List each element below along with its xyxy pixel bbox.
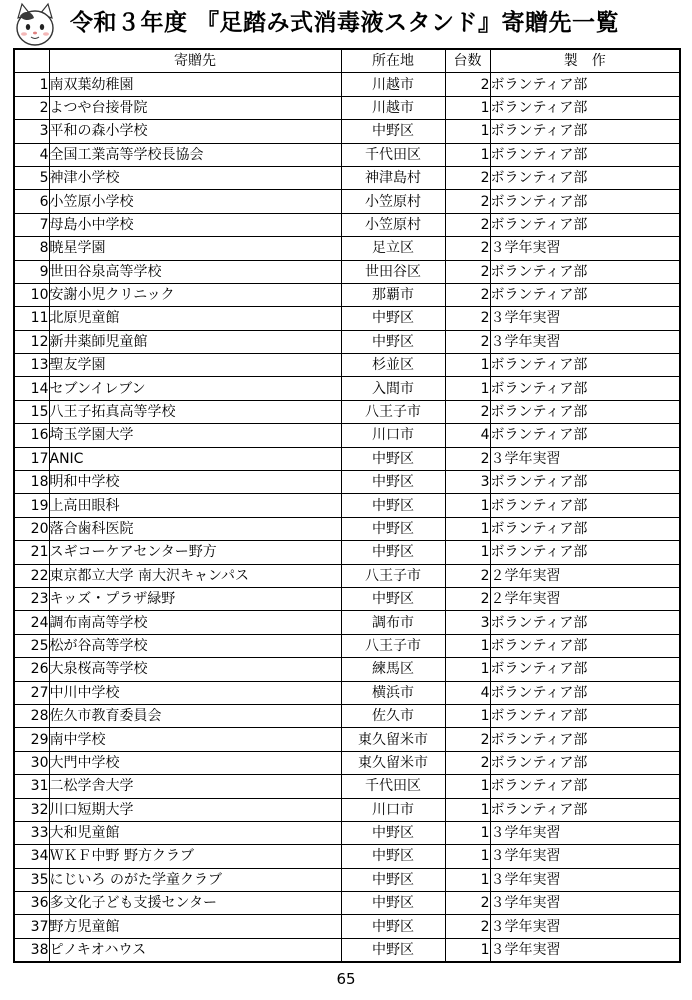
location-cell: 入間市 xyxy=(341,377,445,400)
location-cell: 世田谷区 xyxy=(341,260,445,283)
made-by-cell: ３学年実習 xyxy=(490,237,680,260)
table-row xyxy=(14,471,680,494)
made-by-cell: ボランティア部 xyxy=(490,120,680,143)
table-row xyxy=(14,868,680,891)
made-by-cell: ボランティア部 xyxy=(490,798,680,821)
recipient-cell: 大和児童館 xyxy=(49,821,341,844)
table-header-row xyxy=(14,49,680,73)
row-number: 30 xyxy=(14,751,49,774)
row-number: 7 xyxy=(14,213,49,236)
count-cell: 1 xyxy=(445,938,490,962)
location-cell: 川口市 xyxy=(341,424,445,447)
table-row xyxy=(14,190,680,213)
location-cell: 中野区 xyxy=(341,120,445,143)
recipient-cell: ＷＫＦ中野 野方クラブ xyxy=(49,845,341,868)
recipient-cell: 明和中学校 xyxy=(49,471,341,494)
count-cell: 1 xyxy=(445,658,490,681)
count-cell: 2 xyxy=(445,307,490,330)
table-row xyxy=(14,611,680,634)
count-cell: 1 xyxy=(445,821,490,844)
recipient-cell: スギコーケアセンター野方 xyxy=(49,541,341,564)
table-row xyxy=(14,260,680,283)
table-row xyxy=(14,892,680,915)
row-number: 23 xyxy=(14,587,49,610)
table-row xyxy=(14,541,680,564)
row-number: 25 xyxy=(14,634,49,657)
row-number: 10 xyxy=(14,283,49,306)
table-row xyxy=(14,728,680,751)
count-cell: 1 xyxy=(445,541,490,564)
row-number: 20 xyxy=(14,517,49,540)
table-row xyxy=(14,237,680,260)
recipient-cell: 新井薬師児童館 xyxy=(49,330,341,353)
table-row xyxy=(14,915,680,938)
table-row xyxy=(14,166,680,189)
header-recipient: 寄贈先 xyxy=(49,49,341,73)
table-row xyxy=(14,377,680,400)
recipient-cell: 落合歯科医院 xyxy=(49,517,341,540)
count-cell: 1 xyxy=(445,377,490,400)
row-number: 35 xyxy=(14,868,49,891)
table-row xyxy=(14,587,680,610)
recipient-cell: 安謝小児クリニック xyxy=(49,283,341,306)
count-cell: 2 xyxy=(445,213,490,236)
location-cell: 横浜市 xyxy=(341,681,445,704)
recipient-cell: にじいろ のがた学童クラブ xyxy=(49,868,341,891)
row-number: 4 xyxy=(14,143,49,166)
row-number: 12 xyxy=(14,330,49,353)
page-title: 令和３年度 『足踏み式消毒液スタンド』寄贈先一覧 xyxy=(70,10,620,36)
row-number: 14 xyxy=(14,377,49,400)
count-cell: 2 xyxy=(445,587,490,610)
location-cell: 調布市 xyxy=(341,611,445,634)
recipient-cell: 全国工業高等学校長協会 xyxy=(49,143,341,166)
made-by-cell: ３学年実習 xyxy=(490,868,680,891)
location-cell: 中野区 xyxy=(341,587,445,610)
recipient-cell: 大門中学校 xyxy=(49,751,341,774)
count-cell: 2 xyxy=(445,892,490,915)
table-row xyxy=(14,447,680,470)
location-cell: 杉並区 xyxy=(341,354,445,377)
location-cell: 中野区 xyxy=(341,938,445,962)
made-by-cell: ボランティア部 xyxy=(490,634,680,657)
made-by-cell: ボランティア部 xyxy=(490,517,680,540)
cat-mascot-icon xyxy=(12,2,58,48)
row-number: 16 xyxy=(14,424,49,447)
row-number: 26 xyxy=(14,658,49,681)
table-row xyxy=(14,821,680,844)
count-cell: 2 xyxy=(445,260,490,283)
location-cell: 八王子市 xyxy=(341,400,445,423)
location-cell: 八王子市 xyxy=(341,564,445,587)
count-cell: 1 xyxy=(445,634,490,657)
row-number: 18 xyxy=(14,471,49,494)
location-cell: 中野区 xyxy=(341,447,445,470)
recipient-cell: 聖友学園 xyxy=(49,354,341,377)
made-by-cell: ボランティア部 xyxy=(490,424,680,447)
recipient-cell: 神津小学校 xyxy=(49,166,341,189)
table-row xyxy=(14,120,680,143)
recipient-cell: 調布南高等学校 xyxy=(49,611,341,634)
location-cell: 川越市 xyxy=(341,73,445,96)
location-cell: 佐久市 xyxy=(341,704,445,727)
location-cell: 中野区 xyxy=(341,307,445,330)
recipient-cell: 平和の森小学校 xyxy=(49,120,341,143)
row-number: 22 xyxy=(14,564,49,587)
count-cell: 1 xyxy=(445,517,490,540)
count-cell: 3 xyxy=(445,611,490,634)
made-by-cell: ２学年実習 xyxy=(490,587,680,610)
made-by-cell: ボランティア部 xyxy=(490,190,680,213)
row-number: 6 xyxy=(14,190,49,213)
row-number: 31 xyxy=(14,775,49,798)
location-cell: 中野区 xyxy=(341,915,445,938)
row-number: 11 xyxy=(14,307,49,330)
table-row xyxy=(14,704,680,727)
recipient-cell: キッズ・プラザ緑野 xyxy=(49,587,341,610)
made-by-cell: ボランティア部 xyxy=(490,751,680,774)
made-by-cell: ボランティア部 xyxy=(490,541,680,564)
table-row xyxy=(14,96,680,119)
location-cell: 中野区 xyxy=(341,892,445,915)
recipient-cell: 二松学舎大学 xyxy=(49,775,341,798)
made-by-cell: ボランティア部 xyxy=(490,283,680,306)
recipient-cell: 佐久市教育委員会 xyxy=(49,704,341,727)
recipient-cell: 南双葉幼稚園 xyxy=(49,73,341,96)
row-number: 3 xyxy=(14,120,49,143)
count-cell: 1 xyxy=(445,798,490,821)
recipient-cell: ANIC xyxy=(49,447,341,470)
count-cell: 1 xyxy=(445,143,490,166)
row-number: 17 xyxy=(14,447,49,470)
table-row xyxy=(14,658,680,681)
made-by-cell: ボランティア部 xyxy=(490,494,680,517)
table-row xyxy=(14,517,680,540)
location-cell: 中野区 xyxy=(341,821,445,844)
recipient-cell: 八王子拓真高等学校 xyxy=(49,400,341,423)
table-row xyxy=(14,634,680,657)
location-cell: 中野区 xyxy=(341,868,445,891)
table-row xyxy=(14,283,680,306)
table-row xyxy=(14,751,680,774)
recipient-cell: 小笠原小学校 xyxy=(49,190,341,213)
row-number: 34 xyxy=(14,845,49,868)
recipient-cell: 北原児童館 xyxy=(49,307,341,330)
made-by-cell: ボランティア部 xyxy=(490,704,680,727)
count-cell: 1 xyxy=(445,704,490,727)
row-number: 19 xyxy=(14,494,49,517)
count-cell: 4 xyxy=(445,681,490,704)
row-number: 13 xyxy=(14,354,49,377)
made-by-cell: ボランティア部 xyxy=(490,213,680,236)
count-cell: 2 xyxy=(445,166,490,189)
location-cell: 中野区 xyxy=(341,494,445,517)
count-cell: 1 xyxy=(445,354,490,377)
made-by-cell: ボランティア部 xyxy=(490,260,680,283)
location-cell: 東久留米市 xyxy=(341,728,445,751)
location-cell: 小笠原村 xyxy=(341,213,445,236)
table-row xyxy=(14,494,680,517)
made-by-cell: ボランティア部 xyxy=(490,681,680,704)
count-cell: 2 xyxy=(445,751,490,774)
location-cell: 千代田区 xyxy=(341,143,445,166)
made-by-cell: ２学年実習 xyxy=(490,564,680,587)
row-number: 5 xyxy=(14,166,49,189)
recipient-cell: 野方児童館 xyxy=(49,915,341,938)
recipient-cell: よつや台接骨院 xyxy=(49,96,341,119)
count-cell: 1 xyxy=(445,775,490,798)
location-cell: 中野区 xyxy=(341,330,445,353)
count-cell: 2 xyxy=(445,400,490,423)
row-number: 36 xyxy=(14,892,49,915)
row-number: 24 xyxy=(14,611,49,634)
recipient-cell: 暁星学園 xyxy=(49,237,341,260)
location-cell: 練馬区 xyxy=(341,658,445,681)
count-cell: 2 xyxy=(445,190,490,213)
header-count: 台数 xyxy=(445,49,490,73)
header-number xyxy=(14,49,49,73)
made-by-cell: ボランティア部 xyxy=(490,96,680,119)
count-cell: 1 xyxy=(445,96,490,119)
table-row xyxy=(14,354,680,377)
row-number: 37 xyxy=(14,915,49,938)
table-row xyxy=(14,775,680,798)
count-cell: 3 xyxy=(445,471,490,494)
recipient-cell: 世田谷泉高等学校 xyxy=(49,260,341,283)
row-number: 28 xyxy=(14,704,49,727)
made-by-cell: ３学年実習 xyxy=(490,447,680,470)
row-number: 9 xyxy=(14,260,49,283)
location-cell: 神津島村 xyxy=(341,166,445,189)
location-cell: 中野区 xyxy=(341,845,445,868)
location-cell: 那覇市 xyxy=(341,283,445,306)
table-body xyxy=(14,73,680,962)
recipient-cell: ピノキオハウス xyxy=(49,938,341,962)
recipient-cell: 東京都立大学 南大沢キャンパス xyxy=(49,564,341,587)
count-cell: 2 xyxy=(445,728,490,751)
location-cell: 千代田区 xyxy=(341,775,445,798)
made-by-cell: ボランティア部 xyxy=(490,377,680,400)
count-cell: 2 xyxy=(445,564,490,587)
location-cell: 川越市 xyxy=(341,96,445,119)
made-by-cell: ３学年実習 xyxy=(490,845,680,868)
made-by-cell: ３学年実習 xyxy=(490,915,680,938)
header-location: 所在地 xyxy=(341,49,445,73)
location-cell: 川口市 xyxy=(341,798,445,821)
location-cell: 東久留米市 xyxy=(341,751,445,774)
row-number: 8 xyxy=(14,237,49,260)
row-number: 1 xyxy=(14,73,49,96)
page-number: 65 xyxy=(336,970,356,988)
table-row xyxy=(14,400,680,423)
count-cell: 1 xyxy=(445,120,490,143)
count-cell: 2 xyxy=(445,73,490,96)
location-cell: 中野区 xyxy=(341,517,445,540)
table-row xyxy=(14,798,680,821)
made-by-cell: ボランティア部 xyxy=(490,658,680,681)
row-number: 27 xyxy=(14,681,49,704)
donation-table xyxy=(13,48,681,963)
row-number: 15 xyxy=(14,400,49,423)
location-cell: 足立区 xyxy=(341,237,445,260)
row-number: 38 xyxy=(14,938,49,962)
table-row xyxy=(14,143,680,166)
recipient-cell: セブンイレブン xyxy=(49,377,341,400)
made-by-cell: ボランティア部 xyxy=(490,400,680,423)
count-cell: 2 xyxy=(445,915,490,938)
count-cell: 2 xyxy=(445,237,490,260)
recipient-cell: 大泉桜高等学校 xyxy=(49,658,341,681)
location-cell: 小笠原村 xyxy=(341,190,445,213)
row-number: 29 xyxy=(14,728,49,751)
location-cell: 中野区 xyxy=(341,471,445,494)
count-cell: 1 xyxy=(445,494,490,517)
made-by-cell: ボランティア部 xyxy=(490,143,680,166)
recipient-cell: 多文化子ども支援センター xyxy=(49,892,341,915)
made-by-cell: ボランティア部 xyxy=(490,354,680,377)
count-cell: 4 xyxy=(445,424,490,447)
recipient-cell: 上高田眼科 xyxy=(49,494,341,517)
recipient-cell: 川口短期大学 xyxy=(49,798,341,821)
count-cell: 1 xyxy=(445,868,490,891)
table-row xyxy=(14,307,680,330)
recipient-cell: 松が谷高等学校 xyxy=(49,634,341,657)
made-by-cell: ボランティア部 xyxy=(490,775,680,798)
count-cell: 2 xyxy=(445,283,490,306)
location-cell: 八王子市 xyxy=(341,634,445,657)
location-cell: 中野区 xyxy=(341,541,445,564)
row-number: 2 xyxy=(14,96,49,119)
count-cell: 2 xyxy=(445,330,490,353)
made-by-cell: ボランティア部 xyxy=(490,73,680,96)
table-row xyxy=(14,73,680,96)
table-row xyxy=(14,564,680,587)
made-by-cell: ３学年実習 xyxy=(490,330,680,353)
recipient-cell: 南中学校 xyxy=(49,728,341,751)
made-by-cell: ボランティア部 xyxy=(490,471,680,494)
row-number: 33 xyxy=(14,821,49,844)
made-by-cell: ３学年実習 xyxy=(490,938,680,962)
made-by-cell: ボランティア部 xyxy=(490,728,680,751)
table-row xyxy=(14,424,680,447)
made-by-cell: ３学年実習 xyxy=(490,307,680,330)
made-by-cell: ３学年実習 xyxy=(490,821,680,844)
table-row xyxy=(14,330,680,353)
count-cell: 2 xyxy=(445,447,490,470)
count-cell: 1 xyxy=(445,845,490,868)
row-number: 32 xyxy=(14,798,49,821)
table-row xyxy=(14,213,680,236)
recipient-cell: 母島小中学校 xyxy=(49,213,341,236)
recipient-cell: 中川中学校 xyxy=(49,681,341,704)
header-made-by: 製 作 xyxy=(490,49,680,73)
table-row xyxy=(14,681,680,704)
made-by-cell: ボランティア部 xyxy=(490,166,680,189)
table-row xyxy=(14,938,680,962)
recipient-cell: 埼玉学園大学 xyxy=(49,424,341,447)
row-number: 21 xyxy=(14,541,49,564)
made-by-cell: ３学年実習 xyxy=(490,892,680,915)
made-by-cell: ボランティア部 xyxy=(490,611,680,634)
table-row xyxy=(14,845,680,868)
